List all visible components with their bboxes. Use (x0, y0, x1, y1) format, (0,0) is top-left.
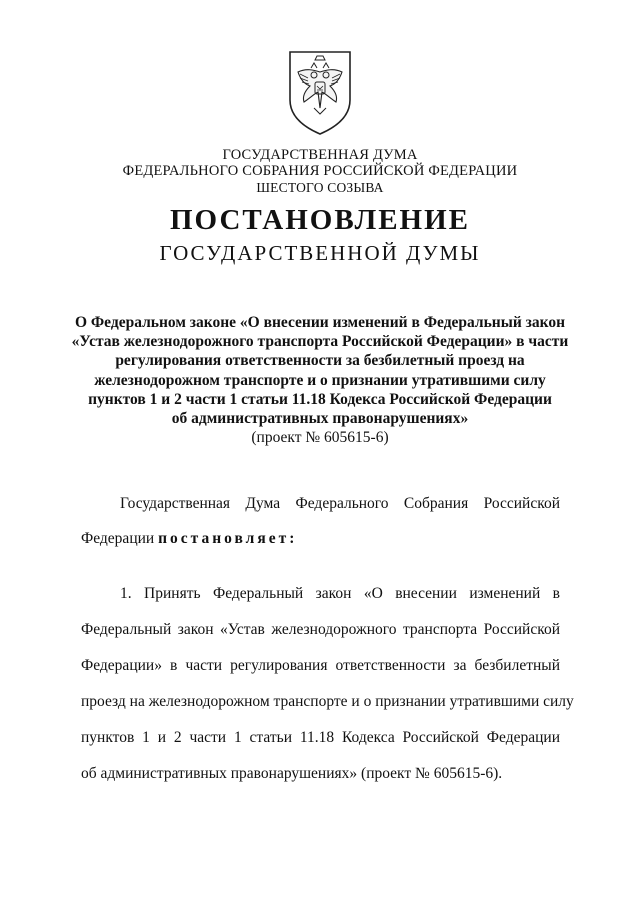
preamble-line: Государственная Дума Федерального Собрания Российской (120, 495, 560, 512)
item1-line: Федеральный закон «Устав железнодорожного транспорта Российской (81, 621, 560, 638)
item1-line: об административных правонарушениях» (проект № 605615-6). (81, 765, 503, 782)
subject-line: железнодорожном транспорте и о признании утратившими силу (94, 371, 546, 389)
preamble-text: Федерации (81, 530, 159, 547)
header-line-duma: ГОСУДАРСТВЕННАЯ ДУМА (222, 147, 418, 163)
resolution-subject (70, 313, 570, 447)
coat-of-arms-emblem (284, 48, 356, 136)
preamble-decision-line (81, 530, 560, 548)
item1-line: проезд на железнодорожном транспорте и о признании утратившими силу (81, 693, 574, 710)
decrees-word: постановляет: (158, 530, 298, 547)
header-line-convocation: ШЕСТОГО СОЗЫВА (256, 180, 384, 195)
item1-line: Федерации» в части регулирования ответственности за безбилетный (81, 657, 560, 674)
subject-line: регулирования ответственности за безбилетный проезд на (115, 352, 525, 370)
header-line-assembly: ФЕДЕРАЛЬНОГО СОБРАНИЯ РОССИЙСКОЙ ФЕДЕРАЦИИ (122, 163, 518, 179)
subject-line: «Устав железнодорожного транспорта Российской Федерации» в части (71, 333, 569, 351)
item1-line: 1. Принять Федеральный закон «О внесении изменений в (120, 585, 560, 602)
subject-line: об административных правонарушениях» (171, 410, 469, 428)
document-title: ПОСТАНОВЛЕНИЕ (169, 204, 470, 236)
item1-line: пунктов 1 и 2 части 1 статьи 11.18 Кодекса Российской Федерации (81, 729, 560, 746)
document-subtitle: ГОСУДАРСТВЕННОЙ ДУМЫ (159, 241, 481, 265)
subject-line: О Федеральном законе «О внесении изменений в Федеральный закон (74, 314, 566, 331)
subject-line: пунктов 1 и 2 части 1 статьи 11.18 Кодекса Российской Федерации (88, 390, 552, 408)
project-number: (проект № 605615-6) (251, 429, 389, 447)
